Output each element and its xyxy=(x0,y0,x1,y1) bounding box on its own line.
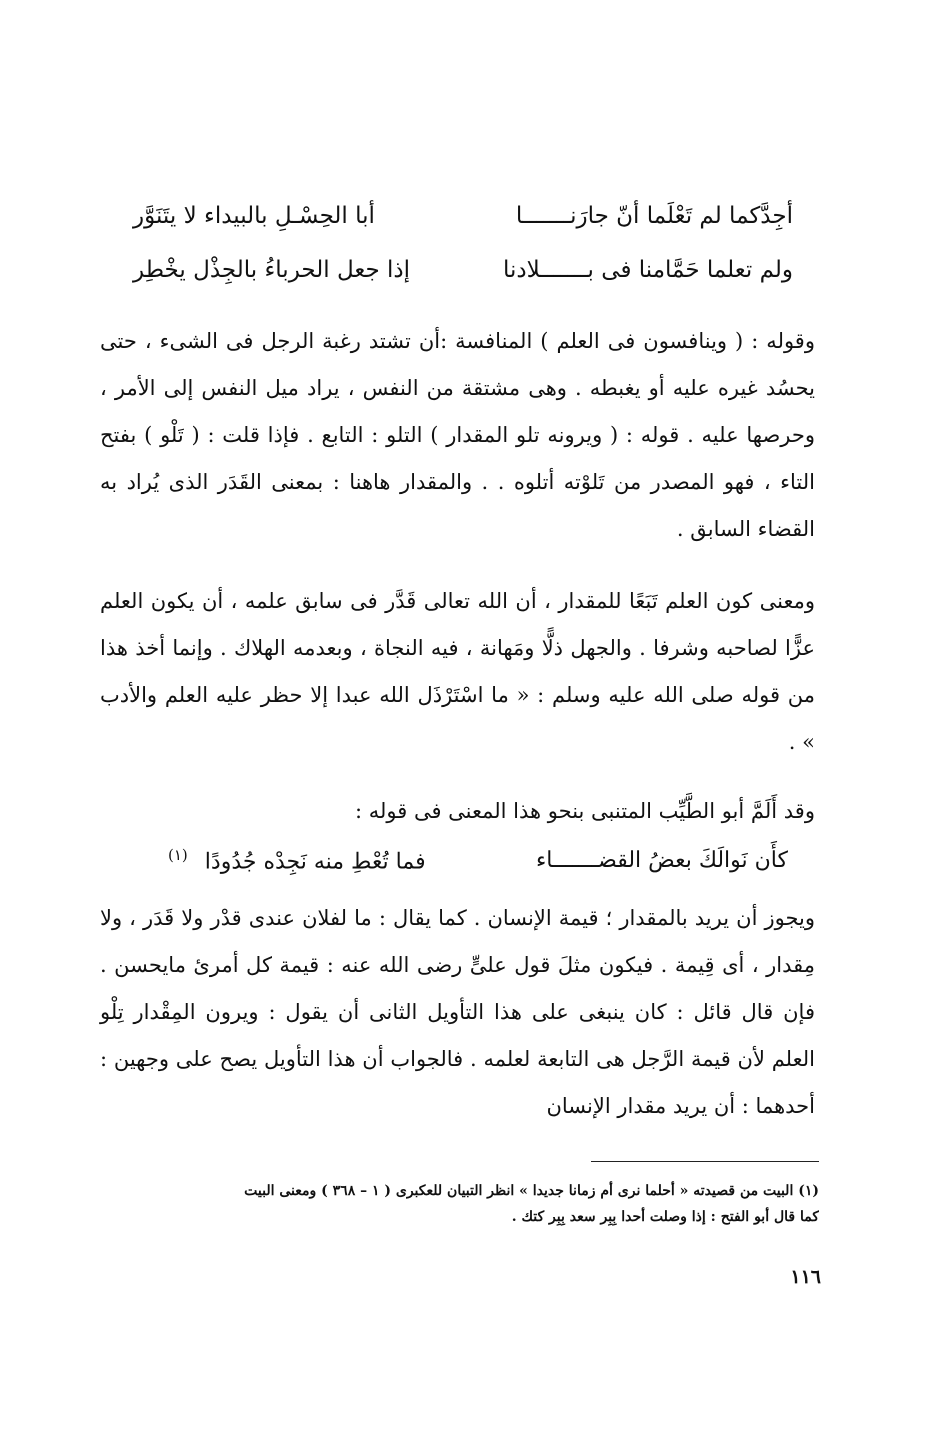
verse-first-hemistich: كأَن نَوالَكَ بعضُ القضـــــــاء xyxy=(535,847,788,873)
poem-verse-mutanabbi xyxy=(168,836,788,884)
verse-second-hemistich-text: فما تُعْطِ منه نَجِدْه جُدُودًا xyxy=(204,849,426,875)
verse-first-hemistich: أجِدَّكما لم تَعْلَما أنّ جارَنـــــــا xyxy=(515,202,793,229)
footnote-line: (١) البيت من قصيدته « أحلما نرى أم زمانا جديدا » انظر التبيان للعكبرى ( ١ – ٣٦٨ ) ومعنى البيت xyxy=(244,1183,819,1199)
body-paragraph: ومعنى كون العلم تَبَعًا للمقدار ، أن الله تعالى قَدَّر فى سابق علمه ، أن يكون العلم عزًّا لصاحبه وشرفا . والجهل ذلًّا ومَهانة ، فيه النجاة ، وبعدمه الهلاك . وإنما أخذ هذا من قوله صلى الله عليه وسلم : « ما اسْتَرْذَل الله عبدا إلا حظر عليه العلم والأدب » . xyxy=(100,589,815,754)
verse-second-hemistich: إذا جعل الحرباءُ بالجِذْل يخْطِر xyxy=(133,256,411,283)
verse-first-hemistich: ولم تعلما حَمَّامنا فى بـــــــلادنا xyxy=(503,256,793,283)
footnotes xyxy=(97,1178,819,1230)
body-paragraph: ويجوز أن يريد بالمقدار ؛ قيمة الإنسان . كما يقال : ما لفلان عندى قدْر ولا قَدَر ، ولا مِقدار ، أى قِيمة . فيكون مثلَ قول علىٍّ رضى الله عنه : قيمة كل أمرئ مايحسن . فإن قال قائل : كان ينبغى على هذا التأويل الثانى أن يقول : ويرون المِقْدار تِلْو العلم لأن قيمة الرَّجل هى التابعة لعلمه . فالجواب أن هذا التأويل يصح على وجهين : أحدهما : أن يريد مقدار الإنسان xyxy=(100,906,815,1118)
verse-second-hemistich: أبا الحِسْـلِ بالبيداء لا يتَنَوَّر xyxy=(133,202,375,229)
poem-verse xyxy=(133,192,793,240)
page-number: ١١٦ xyxy=(790,1266,821,1288)
body-paragraph: وقوله : ( وينافسون فى العلم ) المنافسة :أن تشتد رغبة الرجل فى الشىء ، حتى يحسُد غيره عليه أو يغبطه . وهى مشتقة من النفس ، يراد ميل النفس إلى الأمر ، وحرصها عليه . قوله : ( ويرونه تلو المقدار ) التلو : التابع . فإذا قلت : ( تَلْو ) بفتح التاء ، فهو المصدر من تَلوْته أتلوه . . والمقدار هاهنا : بمعنى القَدَر الذى يُراد به القضاء السابق . xyxy=(100,329,815,541)
poem-verse xyxy=(133,246,793,294)
footnote-line: كما قال أبو الفتح : إذا وصلت أحدا بِبِر سعد بِبِر كتك . xyxy=(511,1209,819,1225)
footnote-marker: (١) xyxy=(168,845,188,864)
footnote-divider xyxy=(591,1161,819,1162)
verse-second-hemistich xyxy=(168,846,426,874)
body-paragraph: وقد أَلَمَّ أبو الطَّيِّب المتنبى بنحو هذا المعنى فى قوله : xyxy=(354,799,815,823)
